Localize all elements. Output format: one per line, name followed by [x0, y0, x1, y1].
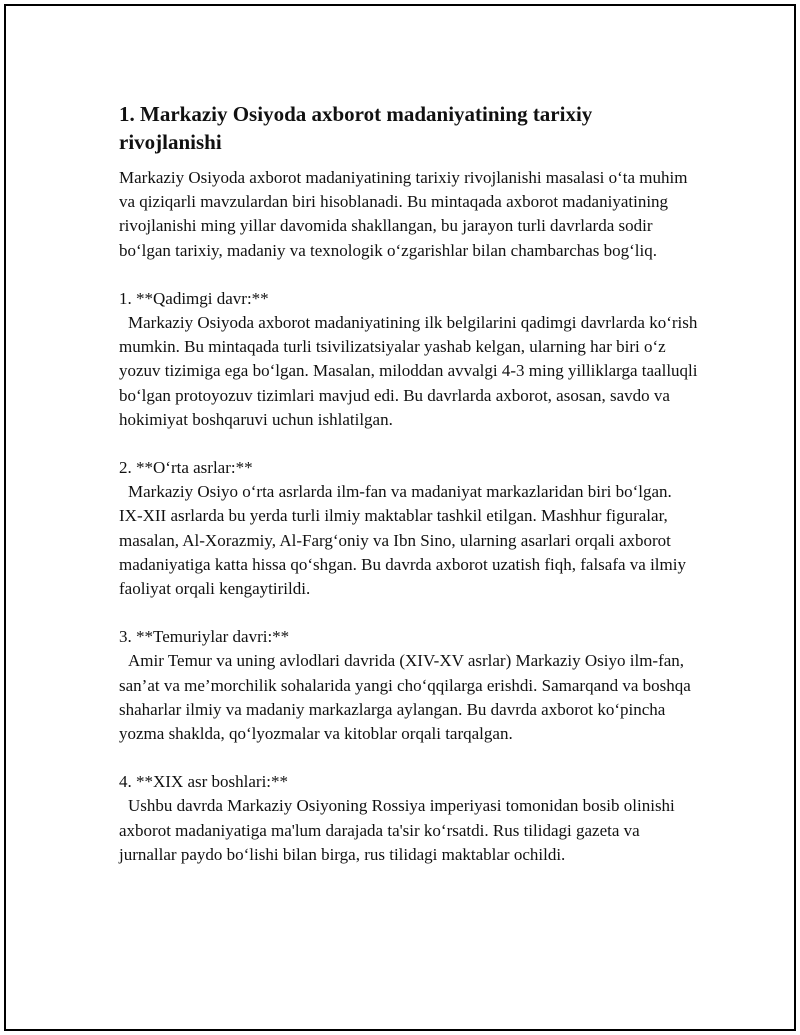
- section-title: 1. **Qadimgi davr:**: [119, 288, 269, 308]
- section-body: Markaziy Osiyo o‘rta asrlarda ilm-fan va madaniyat markazlaridan biri bo‘lgan. IX-XII asrlarda bu yerda turli ilmiy maktablar tashkil etilgan. Mashhur figuralar, masalan, Al-Xorazmiy, Al-Farg‘oniy va Ibn Sino, ularning asarlari orqali axborot madaniyatiga katta hissa qo‘shgan. Bu davrda axborot uzatish fiqh, falsafa va ilmiy faoliyat orqali kengaytirildi.: [119, 482, 686, 599]
- section-ancient: [119, 287, 699, 432]
- section-middle-ages: [119, 456, 699, 601]
- intro-paragraph: Markaziy Osiyoda axborot madaniyatining tarixiy rivojlanishi masalasi o‘ta muhim va qiziqarli mavzulardan biri hisoblanadi. Bu mintaqada axborot madaniyatining rivojlanishi ming yillar davomida shakllangan, bu jarayon turli davrlarda sodir bo‘lgan tarixiy, madaniy va texnologik o‘zgarishlar bilan chambarchas bog‘liq.: [119, 168, 688, 260]
- section-title: 4. **XIX asr boshlari:**: [119, 772, 289, 792]
- section-19th-century: [119, 770, 699, 867]
- document-content: [119, 100, 699, 891]
- section-body: Amir Temur va uning avlodlari davrida (XIV-XV asrlar) Markaziy Osiyo ilm-fan, san’at va me’morchilik sohalarida yangi cho‘qqilarga erishdi. Samarqand va boshqa shaharlar ilmiy va madaniy markazlarga aylangan. Bu davrda axborot ko‘pincha yozma shaklda, qo‘lyozmalar va kitoblar orqali tarqalgan.: [119, 651, 691, 744]
- section-body: Ushbu davrda Markaziy Osiyoning Rossiya imperiyasi tomonidan bosib olinishi axborot madaniyatiga ma'lum darajada ta'sir ko‘rsatdi. Rus tilidagi gazeta va jurnallar paydo bo‘lishi bilan birga, rus tilidagi maktablar ochildi.: [119, 796, 675, 864]
- section-timurid: [119, 625, 699, 746]
- document-heading: 1. Markaziy Osiyoda axborot madaniyatining tarixiy rivojlanishi: [119, 102, 593, 154]
- section-title: 2. **O‘rta asrlar:**: [119, 458, 253, 478]
- page-frame: [4, 4, 796, 1031]
- section-title: 3. **Temuriylar davri:**: [119, 627, 290, 647]
- section-body: Markaziy Osiyoda axborot madaniyatining ilk belgilarini qadimgi davrlarda ko‘rish mumkin. Bu mintaqada turli tsivilizatsiyalar yashab kelgan, ularning har biri o‘z yozuv tizimiga ega bo‘lgan. Masalan, miloddan avvalgi 4-3 ming yilliklarga taalluqli bo‘lgan protoyozuv tizimlari mavjud edi. Bu davrlarda axborot, asosan, savdo va hokimiyat boshqaruvi uchun ishlatilgan.: [119, 313, 698, 429]
